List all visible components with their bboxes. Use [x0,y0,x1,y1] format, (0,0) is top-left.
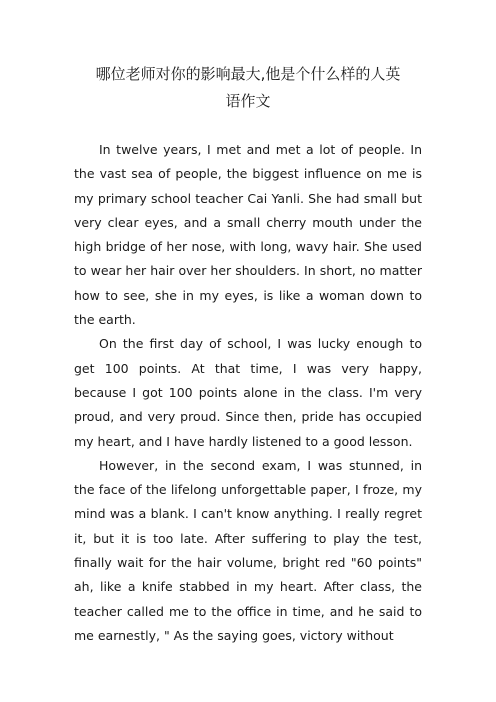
paragraph-2: On the first day of school, I was lucky enough to get 100 points. At that time, I was very happy, because I got 100 points alone in the class. I'm very proud, and very proud. Since then, pride has occupied my heart, and I have hardly listened to a good lesson. [74,336,422,449]
paragraph-1: In twelve years, I met and met a lot of people. In the vast sea of people, the biggest influence on me is my primary school teacher Cai Yanli. She had small but very clear eyes, and a small cherry mouth under the high bridge of her nose, with long, wavy hair. She used to wear her hair over her shoulders. In short, no matter how to see, she in my eyes, is like a woman down to the earth. [74,142,422,328]
document-title-line-1: 哪位老师对你的影响最大,他是个什么样的人英 [95,65,401,83]
document-title-line-2: 语作文 [225,92,271,110]
document-body [74,138,422,648]
paragraph-3: However, in the second exam, I was stunned, in the face of the lifelong unforgettable paper, I froze, my mind was a blank. I can't know anything. I really regret it, but it is too late. After suffering to play the test, finally wait for the hair volume, bright red "60 points" ah, like a knife stabbed in my heart. After class, the teacher called me to the office in time, and he said to me earnestly, " As the saying goes, victory without [74,457,422,643]
